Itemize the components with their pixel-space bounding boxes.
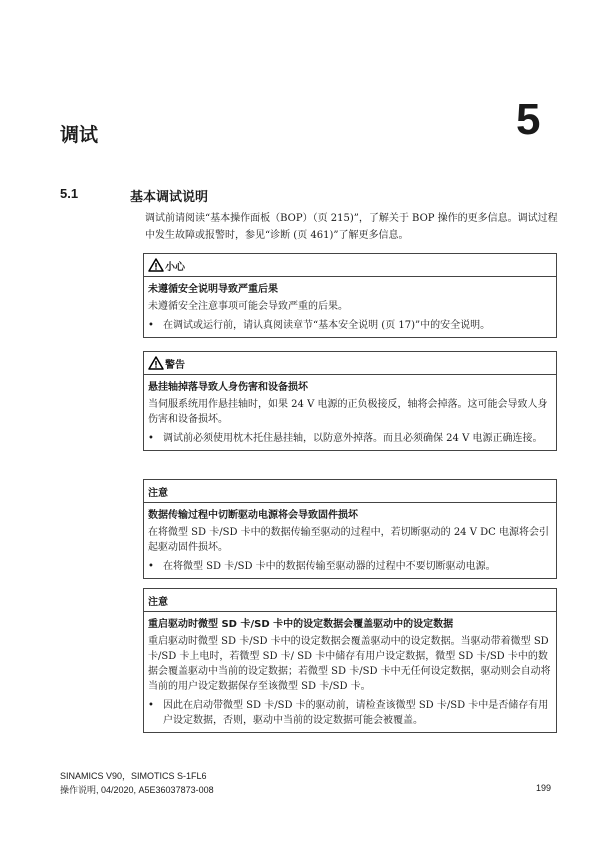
chapter-title: 调试 (60, 124, 99, 146)
notice-header (144, 589, 556, 612)
notice-bullet (148, 559, 552, 574)
notice-subheading: 重启驱动时微型 SD 卡/SD 卡中的设定数据会覆盖驱动中的设定数据 (148, 619, 454, 630)
caution-box (143, 253, 557, 338)
bullet-icon: • (148, 561, 154, 572)
section-title: 基本调试说明 (130, 190, 209, 205)
footer-info (60, 769, 214, 797)
warning-subheading: 悬挂轴掉落导致人身伤害和设备损坏 (148, 382, 308, 393)
notice-header (144, 480, 556, 503)
notice-subheading: 数据传输过程中切断驱动电源将会导致固件损坏 (148, 510, 358, 521)
caution-header (144, 254, 556, 277)
warning-bullet-text: 调试前必须使用枕木托住悬挂轴，以防意外掉落。而且必须确保 24 V 电源正确连接。 (163, 433, 543, 444)
notice-box-firmware (143, 479, 557, 579)
notice-text: 在将微型 SD 卡/SD 卡中的数据传输至驱动的过程中，若切断驱动的 24 V DC 电源将会引起驱动固件损坏。 (148, 527, 549, 553)
bullet-icon: • (148, 433, 154, 444)
warning-box (143, 351, 557, 451)
caution-subheading: 未遵循安全说明导致严重后果 (148, 284, 278, 295)
warning-header (144, 352, 556, 375)
notice-bullet-text: 因此在启动带微型 SD 卡/SD 卡的驱动前，请检查该微型 SD 卡/SD 卡中是否储存有用户设定数据，否则，驱动中当前的设定数据可能会被覆盖。 (163, 700, 549, 726)
notice-text: 重启驱动时微型 SD 卡/SD 卡中的设定数据会覆盖驱动中的设定数据。当驱动带着微型 SD 卡/SD 卡上电时，若微型 SD 卡/ SD 卡中储存有用户设定数据，微型 SD 卡/SD 卡中的数据会覆盖驱动中当前的设定数据；若微型 SD 卡/SD 卡中无任何设定数据，驱动则会自动将当前的用户设定数据保存至该微型 SD 卡/SD 卡。 (148, 636, 551, 692)
caution-label: 小心 (165, 261, 185, 273)
notice-bullet (148, 698, 552, 728)
page-number: 199 (536, 783, 552, 793)
section-number: 5.1 (60, 186, 79, 201)
bullet-icon: • (148, 700, 154, 711)
caution-bullet (148, 318, 552, 333)
warning-text: 当伺服系统用作悬挂轴时，如果 24 V 电源的正负极接反，轴将会掉落。这可能会导致人身伤害和设备损坏。 (148, 399, 548, 425)
warning-triangle-icon (148, 258, 164, 272)
notice-label: 注意 (148, 487, 168, 499)
caution-bullet-text: 在调试或运行前，请认真阅读章节“基本安全说明 (页 17)”中的安全说明。 (163, 320, 491, 331)
bullet-icon: • (148, 320, 154, 331)
caution-text: 未遵循安全注意事项可能会导致严重的后果。 (148, 301, 348, 312)
chapter-number: 5 (516, 95, 541, 144)
notice-label: 注意 (148, 596, 168, 608)
warning-bullet (148, 431, 552, 446)
notice-bullet-text: 在将微型 SD 卡/SD 卡中的数据传输至驱动器的过程中不要切断驱动电源。 (163, 561, 496, 572)
warning-triangle-icon (148, 356, 164, 370)
footer-product: SINAMICS V90，SIMOTICS S-1FL6 (60, 771, 207, 781)
footer-doc: 操作说明, 04/2020, A5E36037873-008 (60, 785, 214, 795)
intro-paragraph: 调试前请阅读“基本操作面板（BOP）（页 215)”，了解关于 BOP 操作的更多信息。调试过程中发生故障或报警时，参见“诊断 (页 461)”了解更多信息。 (145, 213, 558, 241)
warning-label: 警告 (165, 359, 185, 371)
notice-box-sd-card (143, 588, 557, 733)
